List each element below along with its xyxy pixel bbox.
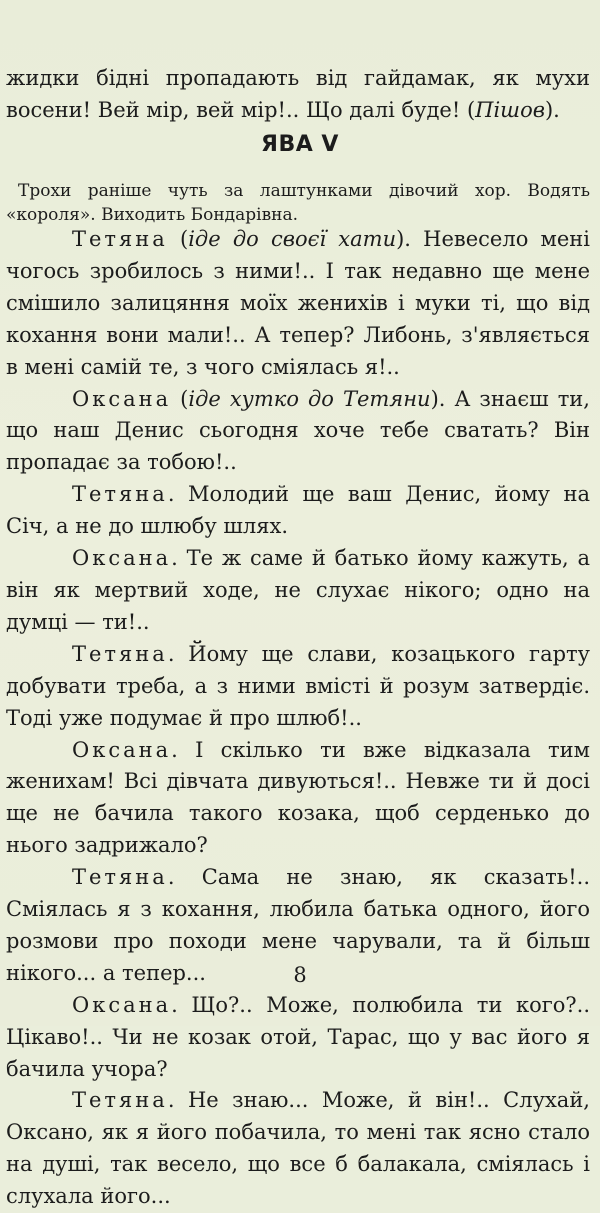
dialogue-line: [6, 1085, 590, 1213]
line-punct: ).: [430, 386, 455, 411]
speaker-name: Тетяна: [72, 865, 168, 890]
dialogue-line: [6, 479, 590, 543]
line-punct: .: [171, 992, 192, 1017]
line-punct: .: [167, 641, 189, 666]
opening-text-content: жидки бідні пропадають від гайдамак, як мухи восени! Вей мір, вей мір!.. Що далі буде! (: [6, 66, 590, 122]
line-punct: .: [167, 482, 188, 507]
speaker-name: Оксана: [72, 992, 172, 1017]
speaker-name: Тетяна: [72, 1088, 168, 1113]
speaker-name: Тетяна: [72, 641, 168, 666]
opening-close: ).: [544, 97, 560, 122]
stage-direction-inline: іде до своєї хати: [188, 227, 397, 251]
page-number: 8: [293, 963, 307, 987]
dialogue-line: [6, 224, 590, 384]
line-punct: .: [167, 865, 202, 890]
line-punct: (: [167, 227, 189, 251]
speaker-name: Оксана: [72, 386, 172, 411]
line-punct: .: [167, 1088, 188, 1113]
line-text: А знаєш ти, що наш Денис сьогодня хоче тебе сватать? Він пропадає за тобою!..: [6, 386, 590, 475]
speaker-name: Тетяна: [72, 482, 168, 507]
dialogue-line: [6, 384, 590, 480]
stage-direction-inline: іде хутко до Тетяни: [188, 386, 431, 411]
speaker-name: Оксана: [72, 737, 172, 762]
line-text: Молодий ще ваш Денис, йому на Січ, а не до шлюбу шлях.: [6, 482, 590, 539]
dialogue-line: [6, 543, 590, 639]
opening-paragraph: [6, 63, 590, 127]
line-text: І скілько ти вже відказала тим женихам! Всі дівчата дивуються!.. Невже ти й досі ще не бачила такого козака, щоб серденько до нього задрижало?: [6, 737, 590, 858]
line-text: Йому ще слави, козацького гарту добувати треба, а з ними вмісті й розум затвердіє. Тоді уже подумає й про шлюб!..: [6, 641, 591, 730]
speaker-name: Тетяна: [72, 227, 168, 251]
speaker-name: Оксана: [72, 546, 172, 571]
line-text: Що?.. Може, полюбила ти кого?.. Цікаво!.. Чи не козак отой, Тарас, що у вас його я бачила учора?: [6, 992, 590, 1081]
line-text: Сама не знаю, як сказать!.. Сміялась я з кохання, любила батька одного, його розмови про походи мене чарували, та й більш нікого... а тепер...: [6, 865, 590, 985]
line-punct: .: [171, 546, 187, 571]
line-text: Те ж саме й батько йому кажуть, а він як мертвий ходе, не слухає нікого; одно на думці — ти!..: [6, 546, 590, 634]
dialogue: [6, 224, 590, 1213]
dialogue-line: [6, 639, 590, 735]
line-text: Не знаю... Може, й він!.. Слухай, Оксано, як я його побачила, то мені так ясно стало на душі, так весело, що все б балакала, сміялась і слухала його...: [6, 1088, 590, 1209]
stage-direction: Трохи раніше чуть за лаштунками дівочий хор. Водять «короля». Виходить Бондарівна.: [6, 181, 590, 225]
opening-stage-direction: Пішов: [475, 97, 545, 122]
line-text: Невесело мені чогось зробилось з ними!.. І так недавно ще мене смішило залицяння моїх женихів і муки ті, що від кохання вони мали!.. А тепер? Либонь, з'являється в мені самій те, з чого сміялась я!..: [6, 227, 590, 379]
line-punct: (: [171, 386, 189, 411]
line-punct: ).: [396, 227, 424, 251]
scene-heading: ЯВА V: [261, 132, 339, 157]
opening-text: [6, 63, 590, 127]
line-punct: .: [171, 737, 196, 762]
dialogue-line: [6, 990, 590, 1086]
dialogue-line: [6, 735, 590, 863]
